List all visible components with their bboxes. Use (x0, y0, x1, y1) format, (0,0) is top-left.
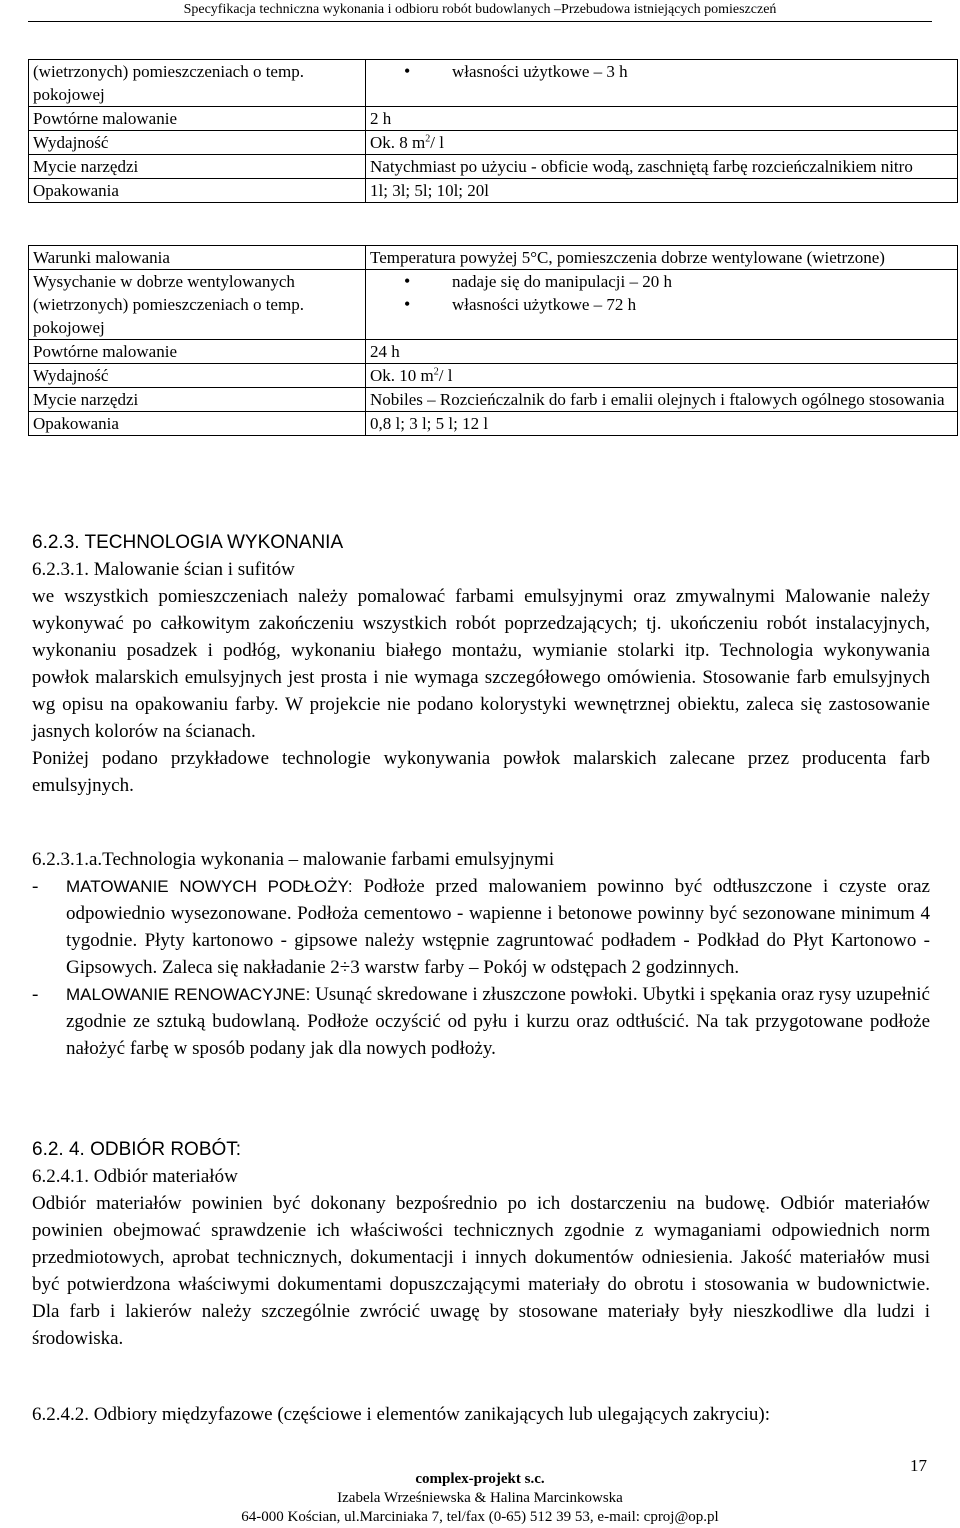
unit-exponent: 2 (433, 366, 439, 378)
running-header: Specyfikacja techniczna wykonania i odbioru robót budowlanych –Przebudowa istniejących pomieszczeń (183, 2, 777, 17)
table-row (29, 270, 958, 340)
page-number: 17 (910, 1456, 927, 1475)
section-heading: 6.2.3. TECHNOLOGIA WYKONANIA (32, 532, 344, 553)
table-cell: Nobiles – Rozcieńczalnik do farb i emalii olejnych i ftalowych ogólnego stosowania (366, 388, 958, 412)
list-dash: - (32, 984, 39, 1005)
paragraph: Odbiór materiałów powinien być dokonany bezpośrednio po ich dostarczeniu na budowę. Odbiór materiałów powinien obejmować sprawdzenie ich właściwości technicznych zgodnie z wymaganiami odpowiednich norm przedmiotowych, aprobat technicznych, dokumentacji i innych dokumentów odniesienia. Jakość materiałów musi być potwierdzona właściwymi dokumentami dopuszczającymi materiały do obrotu i stosowania w budownictwie. Dla farb i lakierów należy szczególnie zwrócić uwagę by stosowane materiały były nieszkodliwe dla ludzi i środowiska. (32, 1193, 930, 1349)
table-row (29, 388, 958, 412)
section-interphase (32, 1401, 930, 1428)
bullet-item: • własności użytkowe – 72 h (370, 293, 957, 316)
table-row (29, 107, 958, 131)
table-row (29, 155, 958, 179)
section-heading: 6.2. 4. ODBIÓR ROBÓT: (32, 1139, 242, 1160)
section-emulsion-paints (32, 846, 930, 1062)
table-row (29, 412, 958, 436)
bullet-item: • nadaje się do manipulacji – 20 h (370, 270, 957, 293)
table-cell: Opakowania (29, 179, 366, 203)
paragraph: we wszystkich pomieszczeniach należy pomalować farbami emulsyjnymi oraz zmywalnymi Malowanie należy wykonywać po całkowitym zakończeniu wszystkich robót poprzedzających; tj. ukończeniu robót instalacyjnych, wykonaniu posadzek i podłóg, wykonaniu białego montażu, wymianie stolarki itp. Technologia wykonywania powłok malarskich emulsyjnych jest prosta i nie wymaga szczegółowego omówienia. Stosowanie farb emulsyjnych wg opisu na opakowaniu farby. W projekcie nie podano kolorystyki wewnętrznej obiektu, zaleca się zastosowanie jasnych kolorów na ścianach. (32, 586, 930, 742)
table-row (29, 60, 958, 107)
header-rule (28, 21, 932, 22)
unit-exponent: 2 (425, 133, 431, 145)
footer (0, 1470, 960, 1527)
table-cell: Powtórne malowanie (29, 340, 366, 364)
paragraph: Poniżej podano przykładowe technologie wykonywania powłok malarskich zalecane przez producenta farb emulsyjnych. (32, 748, 930, 796)
table-row (29, 364, 958, 388)
subsection-heading: 6.2.3.1. Malowanie ścian i sufitów (32, 559, 295, 580)
table-cell: 1l; 3l; 5l; 10l; 20l (366, 179, 958, 203)
table-cell (366, 270, 958, 340)
section-acceptance (32, 1136, 930, 1352)
paint-properties-table-1 (28, 59, 958, 203)
footer-address: 64-000 Kościan, ul.Marciniaka 7, tel/fax (0-65) 512 39 53, e-mail: cproj@op.pl (241, 1509, 719, 1525)
unit-tail: / l (438, 366, 453, 385)
table-cell: Wydajność (29, 131, 366, 155)
table-cell (366, 131, 958, 155)
table-cell: Wydajność (29, 364, 366, 388)
yield-value: Ok. 10 m (370, 366, 434, 385)
list-item (32, 873, 930, 981)
list-item-title: MATOWANIE NOWYCH PODŁOŻY: (66, 877, 353, 896)
table-row (29, 179, 958, 203)
table-cell: 0,8 l; 3 l; 5 l; 12 l (366, 412, 958, 436)
subsection-heading: 6.2.4.2. Odbiory międzyfazowe (częściowe i elementów zanikających lub ulegających zakryciu): (32, 1404, 771, 1425)
table-cell: Wysychanie w dobrze wentylowanych (wietrzonych) pomieszczeniach o temp. pokojowej (29, 270, 366, 340)
table-cell: Opakowania (29, 412, 366, 436)
table-cell: Warunki malowania (29, 246, 366, 270)
yield-value: Ok. 8 m (370, 133, 426, 152)
table-cell: Powtórne malowanie (29, 107, 366, 131)
subsection-heading: 6.2.4.1. Odbiór materiałów (32, 1166, 238, 1187)
table-cell: 24 h (366, 340, 958, 364)
list-item-text: Usunąć skredowane i złuszczone powłoki. Ubytki i spękania oraz rysy uzupełnić zgodnie ze sztuką budowlaną. Podłoże oczyścić od pyłu i kurzu oraz odtłuścić. Na tak przygotowane podłoże nałożyć farbę w sposób podany jak dla nowych podłoży. (66, 984, 930, 1059)
section-technology (32, 529, 930, 799)
table-cell: Mycie narzędzi (29, 388, 366, 412)
table-row (29, 131, 958, 155)
table-cell: Natychmiast po użyciu - obficie wodą, zaschniętą farbę rozcieńczalnikiem nitro (366, 155, 958, 179)
list-item-title: MALOWANIE RENOWACYJNE: (66, 985, 311, 1004)
table-cell (366, 364, 958, 388)
list-item (32, 981, 930, 1062)
bullet-item: • własności użytkowe – 3 h (370, 60, 957, 83)
table-row (29, 340, 958, 364)
list-dash: - (32, 876, 39, 897)
footer-names: Izabela Wrześniewska & Halina Marcinkowska (337, 1490, 623, 1506)
table-row (29, 246, 958, 270)
unit-tail: / l (430, 133, 444, 152)
table-cell: Mycie narzędzi (29, 155, 366, 179)
table-cell: 2 h (366, 107, 958, 131)
table-cell: Temperatura powyżej 5°C, pomieszczenia dobrze wentylowane (wietrzone) (366, 246, 958, 270)
subsection-heading: 6.2.3.1.a.Technologia wykonania – malowanie farbami emulsyjnymi (32, 849, 555, 870)
table-cell: (wietrzonych) pomieszczeniach o temp. pokojowej (29, 60, 366, 107)
list-item-text: Podłoże przed malowaniem powinno być odtłuszczone i czyste oraz odpowiednio wysezonowane. Podłoża cementowo - wapienne i betonowe powinny być sezonowane minimum 4 tygodnie. Płyty kartonowo - gipsowe należy wstępnie zagruntować podładem - Podkład do Płyt Kartonowo - Gipsowych. Zaleca się nakładanie 2÷3 warstw farby – Pokój w odstępach 2 godzinnych. (66, 876, 930, 978)
footer-company: complex-projekt s.c. (415, 1471, 545, 1487)
table-cell (366, 60, 958, 107)
paint-properties-table-2 (28, 245, 958, 436)
